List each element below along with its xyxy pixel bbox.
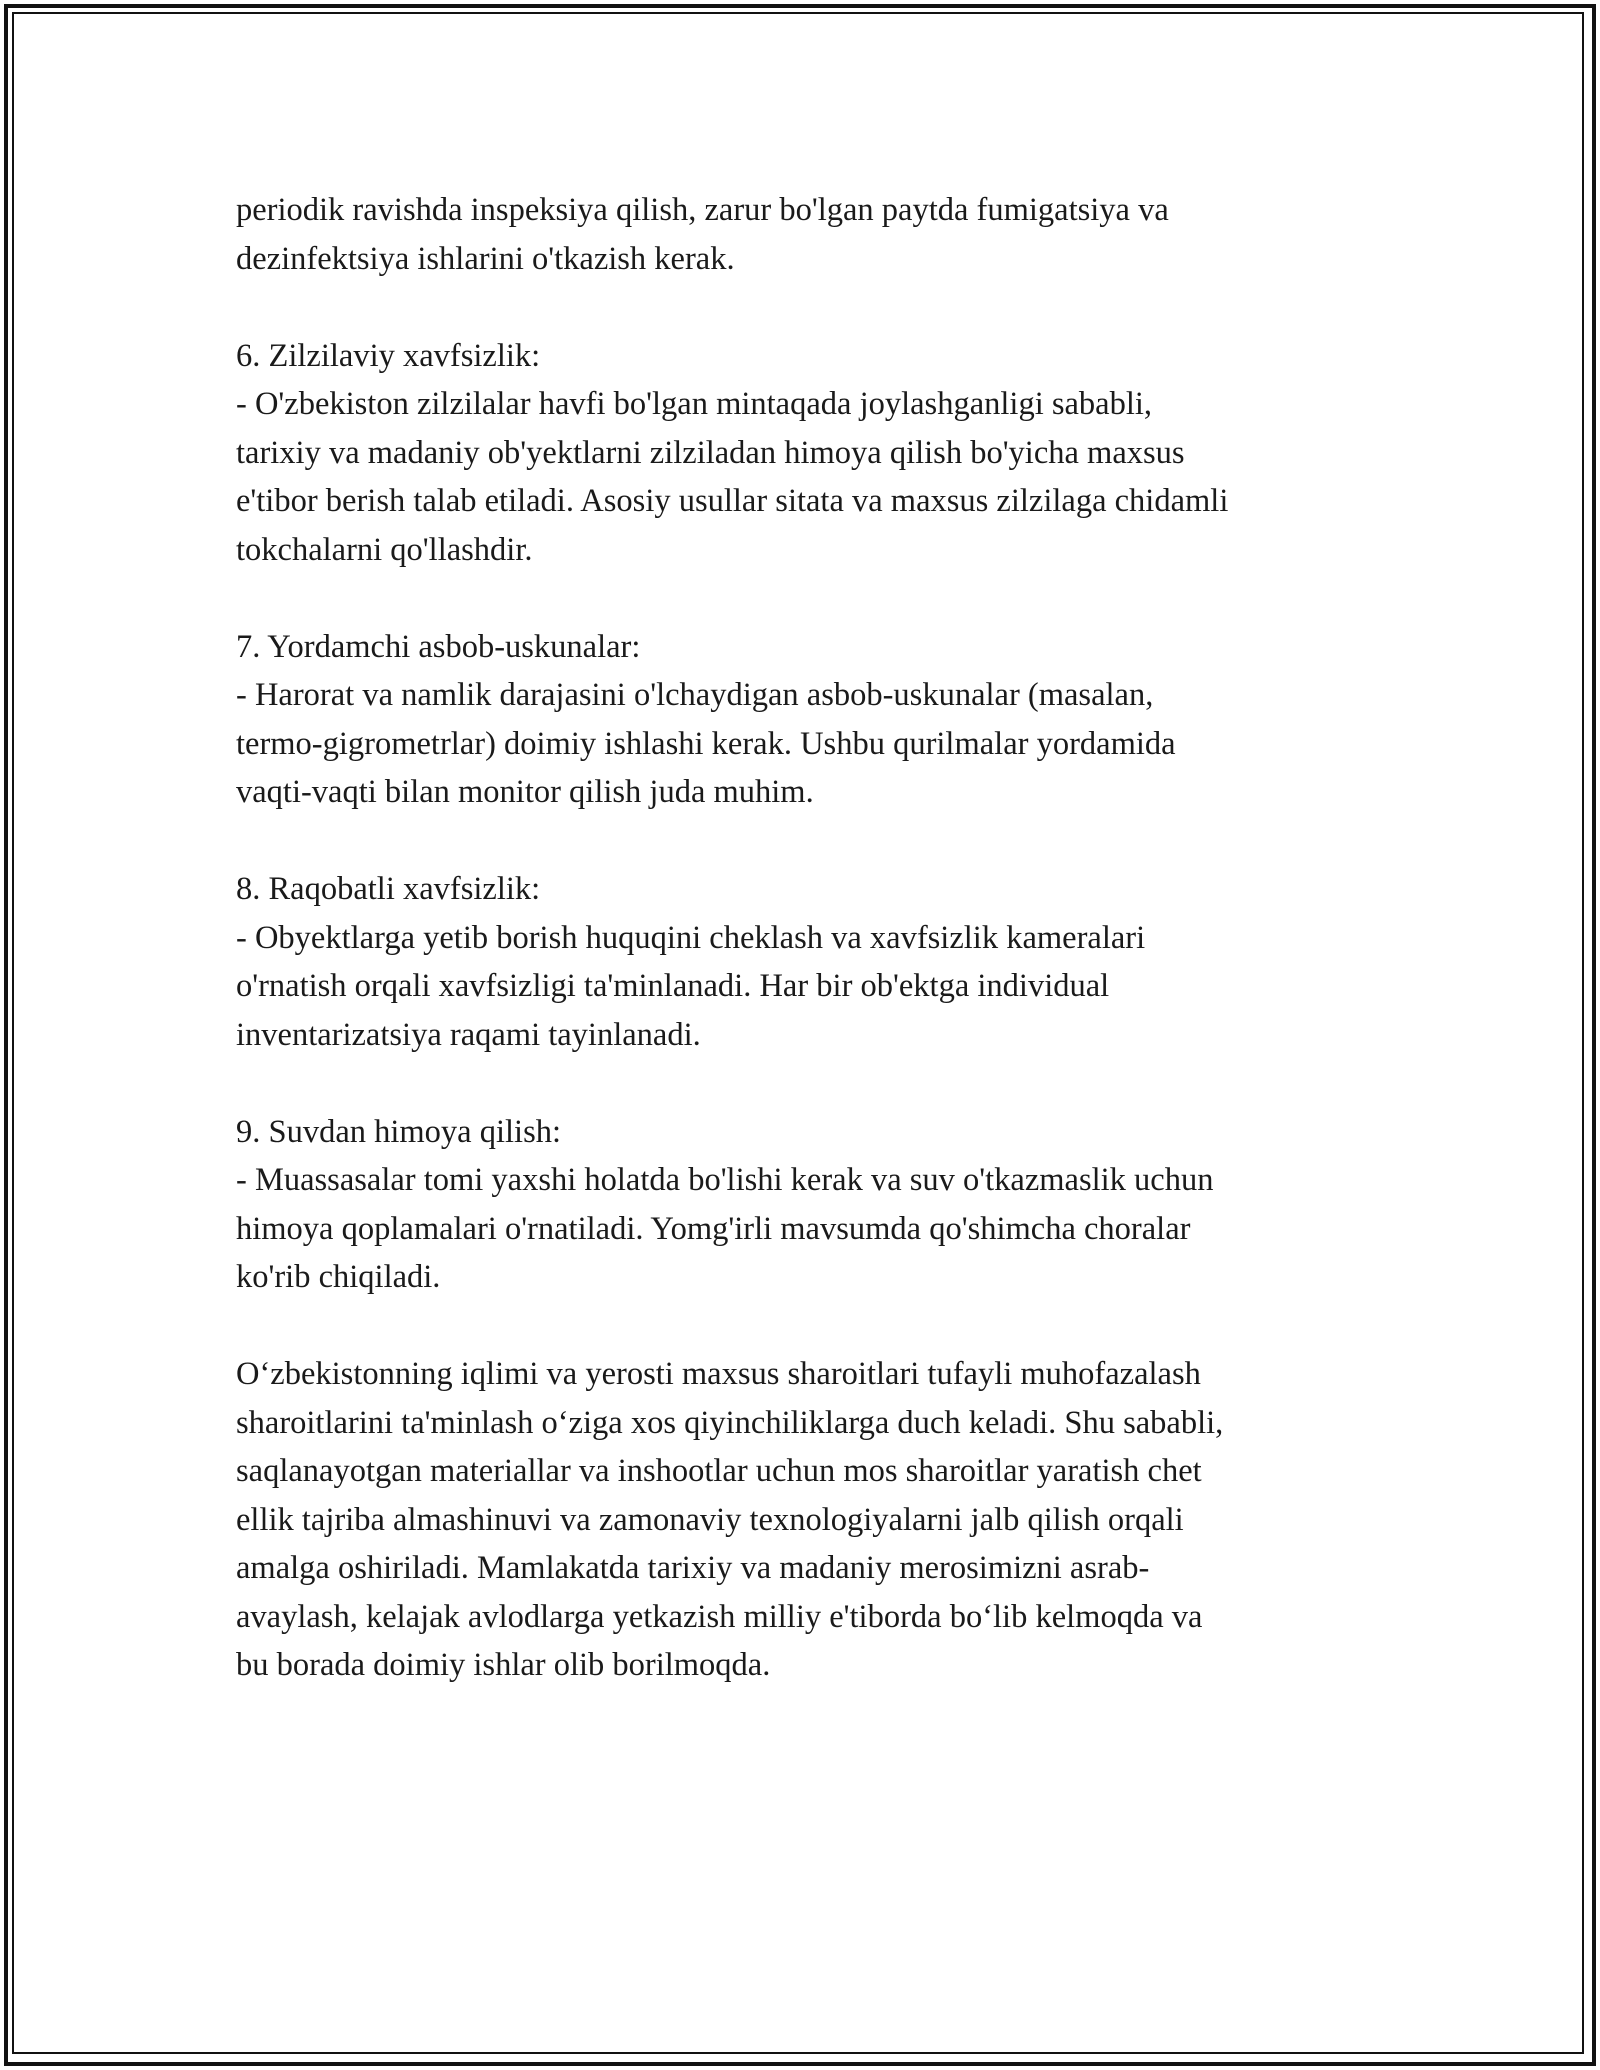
section-auxiliary-equipment: [236, 623, 1376, 817]
text-line: sharoitlarini ta'minlash o‘ziga xos qiyinchiliklarga duch keladi. Shu sababli,: [236, 1404, 1224, 1441]
text-line: e'tibor berish talab etiladi. Asosiy usullar sitata va maxsus zilzilaga chidamli: [236, 483, 1229, 519]
text-line: saqlanayotgan materiallar va inshootlar uchun mos sharoitlar yaratish chet: [236, 1453, 1202, 1489]
document-body: [236, 186, 1376, 1738]
section-heading: 9. Suvdan himoya qilish:: [236, 1113, 561, 1150]
text-line: ellik tajriba almashinuvi va zamonaviy texnologiyalarni jalb qilish orqali: [236, 1501, 1184, 1538]
text-line: - O'zbekiston zilzilalar havfi bo'lgan mintaqada joylashganligi sababli,: [236, 386, 1153, 422]
section-security: [236, 865, 1376, 1059]
text-line: dezinfektsiya ishlarini o'tkazish kerak.: [236, 240, 735, 277]
section-seismic-safety: [236, 332, 1376, 575]
text-line: - Muassasalar tomi yaxshi holatda bo'lishi kerak va suv o'tkazmaslik uchun: [236, 1162, 1214, 1198]
text-line: tarixiy va madaniy ob'yektlarni zilziladan himoya qilish bo'yicha maxsus: [236, 434, 1185, 471]
text-line: bu borada doimiy ishlar olib borilmoqda.: [236, 1647, 771, 1683]
text-line: - Harorat va namlik darajasini o'lchaydigan asbob-uskunalar (masalan,: [236, 677, 1154, 713]
section-heading: 8. Raqobatli xavfsizlik:: [236, 871, 541, 907]
text-line: avaylash, kelajak avlodlarga yetkazish milliy e'tiborda bo‘lib kelmoqda va: [236, 1598, 1203, 1635]
text-line: inventarizatsiya raqami tayinlanadi.: [236, 1016, 701, 1053]
section-water-protection: [236, 1108, 1376, 1302]
text-line: termo-gigrometrlar) doimiy ishlashi kerak. Ushbu qurilmalar yordamida: [236, 725, 1176, 762]
text-line: O‘zbekistonning iqlimi va yerosti maxsus sharoitlari tufayli muhofazalash: [236, 1356, 1201, 1392]
text-line: periodik ravishda inspeksiya qilish, zarur bo'lgan paytda fumigatsiya va: [236, 192, 1169, 228]
section-heading: 7. Yordamchi asbob-uskunalar:: [236, 628, 641, 665]
text-line: ko'rib chiqiladi.: [236, 1259, 441, 1295]
section-heading: 6. Zilzilaviy xavfsizlik:: [236, 337, 541, 374]
text-line: amalga oshiriladi. Mamlakatda tarixiy va madaniy merosimizni asrab-: [236, 1550, 1150, 1586]
text-line: o'rnatish orqali xavfsizligi ta'minlanadi. Har bir ob'ektga individual: [236, 968, 1110, 1004]
text-line: vaqti-vaqti bilan monitor qilish juda muhim.: [236, 774, 814, 810]
paragraph-fumigation-continuation: [236, 186, 1376, 283]
paragraph-conclusion: [236, 1350, 1376, 1690]
text-line: - Obyektlarga yetib borish huquqini cheklash va xavfsizlik kameralari: [236, 919, 1146, 956]
text-line: himoya qoplamalari o'rnatiladi. Yomg'irli mavsumda qo'shimcha choralar: [236, 1210, 1191, 1247]
text-line: tokchalarni qo'llashdir.: [236, 531, 533, 568]
